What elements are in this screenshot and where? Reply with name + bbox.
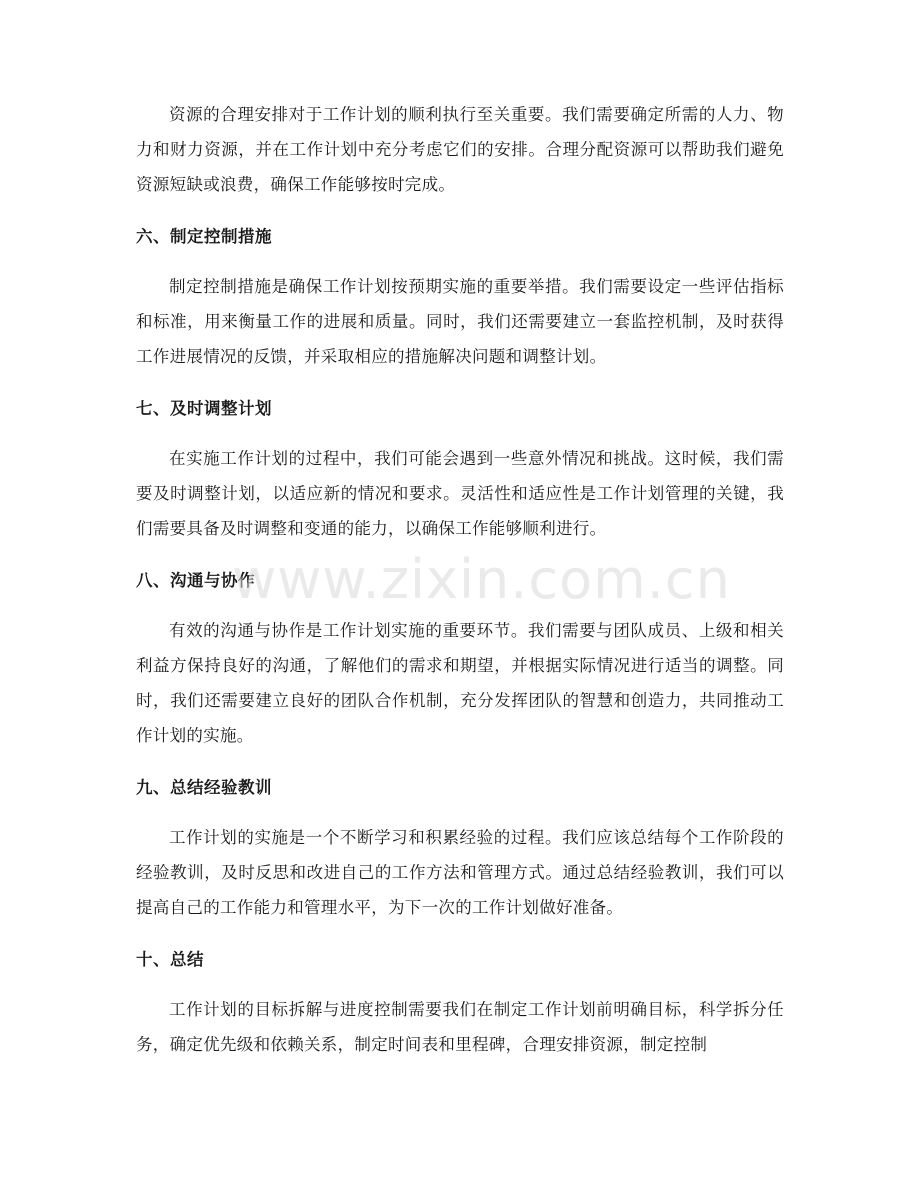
watermark: www.zixin.com.cn	[232, 548, 731, 611]
section-6	[136, 224, 784, 374]
intro-paragraph: 资源的合理安排对于工作计划的顺利执行至关重要。我们需要确定所需的人力、物力和财力资源，并在工作计划中充分考虑它们的安排。合理分配资源可以帮助我们避免资源短缺或浪费，确保工作能够按时完成。	[136, 105, 784, 194]
section-paragraph: 工作计划的实施是一个不断学习和积累经验的过程。我们应该总结每个工作阶段的经验教训，及时反思和改进自己的工作方法和管理方式。通过总结经验教训，我们可以提高自己的工作能力和管理水平，为下一次的工作计划做好准备。	[136, 828, 784, 917]
section-heading: 八、沟通与协作	[136, 571, 255, 590]
section-heading: 七、及时调整计划	[136, 399, 272, 418]
section-paragraph: 制定控制措施是确保工作计划按预期实施的重要举措。我们需要设定一些评估指标和标准，用来衡量工作的进展和质量。同时，我们还需要建立一套监控机制，及时获得工作进展情况的反馈，并采取相应的措施解决问题和调整计划。	[136, 277, 784, 366]
section-paragraph: 在实施工作计划的过程中，我们可能会遇到一些意外情况和挑战。这时候，我们需要及时调整计划，以适应新的情况和要求。灵活性和适应性是工作计划管理的关键，我们需要具备及时调整和变通的能力，以确保工作能够顺利进行。	[136, 449, 784, 538]
section-paragraph: 工作计划的目标拆解与进度控制需要我们在制定工作计划前明确目标，科学拆分任务，确定优先级和依赖关系，制定时间表和里程碑，合理安排资源，制定控制	[136, 1000, 784, 1054]
section-9	[136, 775, 784, 925]
section-8	[136, 568, 784, 753]
section-paragraph: 有效的沟通与协作是工作计划实施的重要环节。我们需要与团队成员、上级和相关利益方保持良好的沟通，了解他们的需求和期望，并根据实际情况进行适当的调整。同时，我们还需要建立良好的团队合作机制，充分发挥团队的智慧和创造力，共同推动工作计划的实施。	[136, 621, 784, 745]
section-heading: 九、总结经验教训	[136, 778, 272, 797]
section-10	[136, 947, 784, 1062]
section-7	[136, 396, 784, 546]
section-heading: 六、制定控制措施	[136, 227, 272, 246]
section-heading: 十、总结	[136, 950, 204, 969]
document-body	[136, 97, 784, 1083]
